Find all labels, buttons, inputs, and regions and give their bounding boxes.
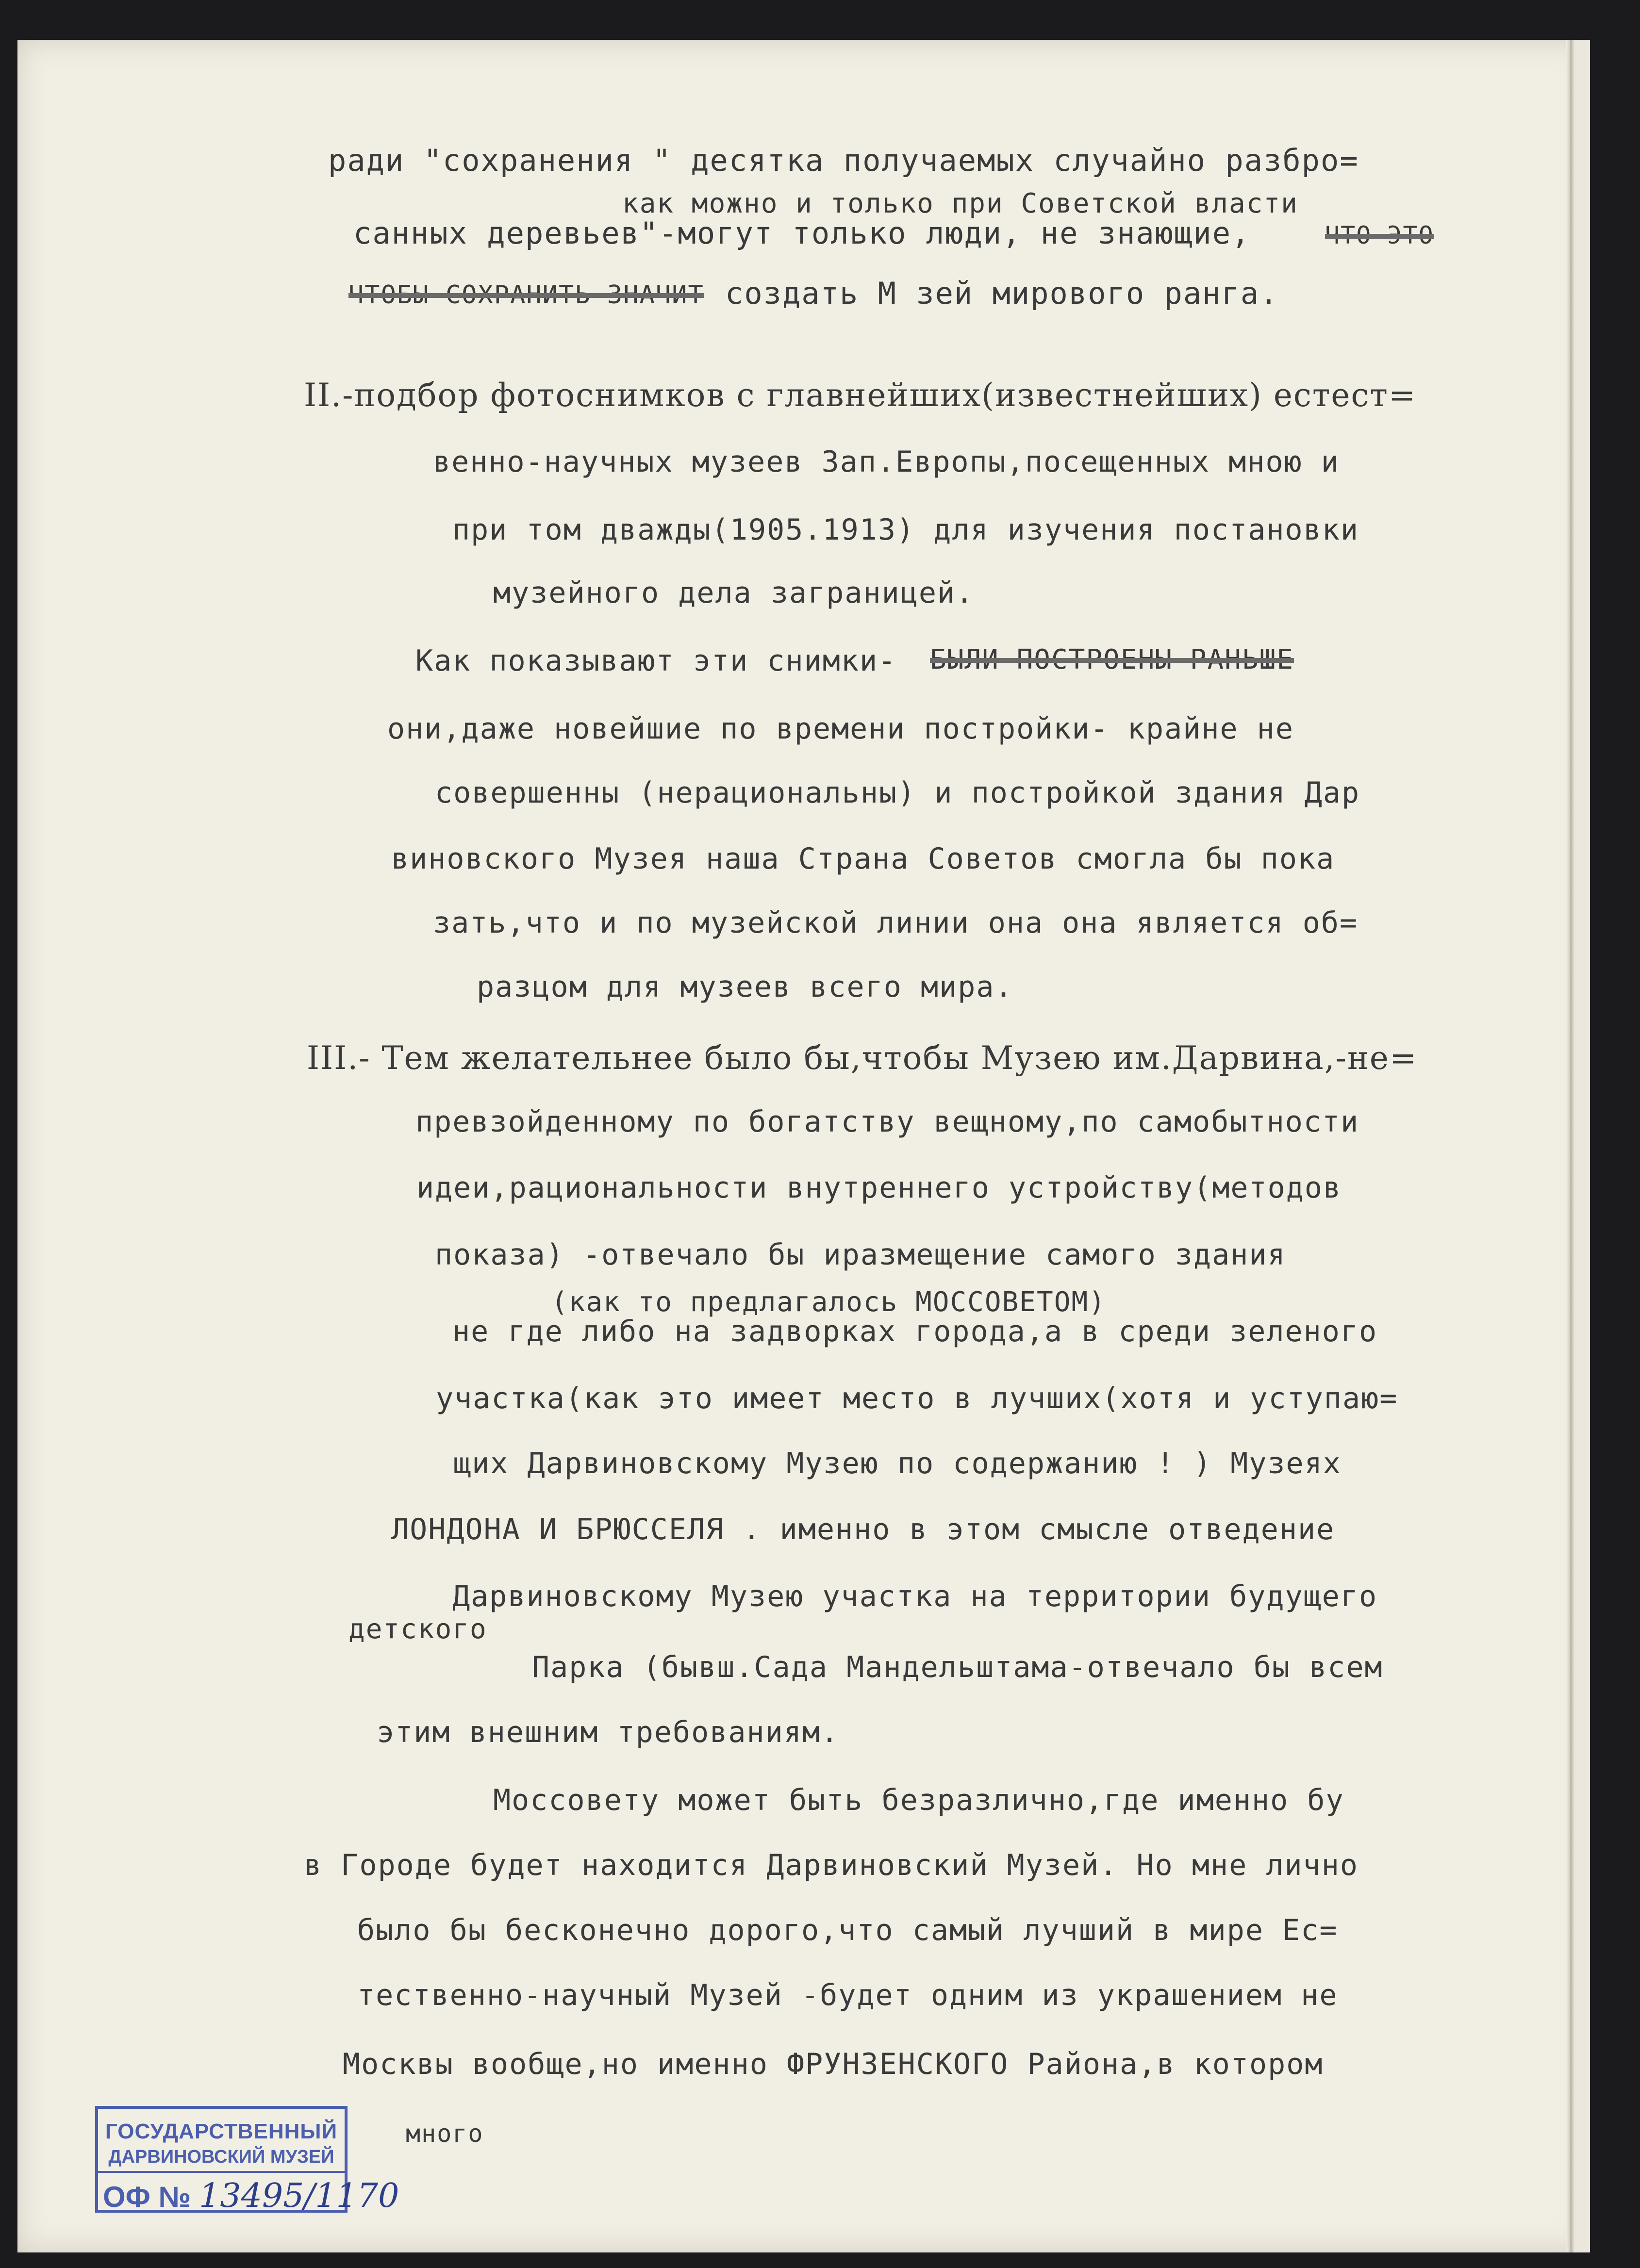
text-line-15: III.- Тем желательнее было бы,чтобы Музею им.Дарвина,-не= xyxy=(307,1039,1418,1077)
text-line-19: (как то предлагалось МОССОВЕТОМ) xyxy=(551,1286,1106,1318)
text-line-16: превзойденному по богатству вещному,по самобытности xyxy=(415,1105,1359,1139)
stamp-number-line xyxy=(103,2177,399,2215)
next-page-edge xyxy=(1574,40,1590,2252)
text-line-12: виновского Музея наша Страна Советов смогла бы пока xyxy=(391,842,1335,876)
struck-fragment-2: ЧТОБЫ СОХРАНИТЬ ЗНАЧИТ xyxy=(348,280,704,310)
text-line-30: было бы бесконечно дорого,что самый лучший в мире Ес= xyxy=(357,1913,1338,1947)
text-line-5: II.-подбор фотоснимков с главнейших(известнейших) естест= xyxy=(304,377,1417,414)
text-line-13: зать,что и по музейской линии она она является об= xyxy=(433,906,1358,940)
stamp-divider xyxy=(98,2171,345,2173)
document-page xyxy=(17,40,1590,2252)
text-line-31: тественно-научный Музей -будет одним из украшением не xyxy=(357,1978,1338,2012)
text-line-29: в Городе будет находится Дарвиновский Музей. Но мне лично xyxy=(304,1848,1359,1882)
text-line-33: много xyxy=(406,2120,484,2148)
text-line-10: они,даже новейшие по времени постройки- крайне не xyxy=(387,712,1294,746)
text-line-8: музейного дела заграницей. xyxy=(493,576,975,610)
text-line-25: детского xyxy=(348,1613,487,1645)
stamp-subtitle: ДАРВИНОВСКИЙ МУЗЕЙ xyxy=(108,2147,334,2167)
text-line-20: не где либо на задворках города,а в среди зеленого xyxy=(452,1315,1378,1348)
museum-inventory-stamp xyxy=(95,2106,399,2215)
text-line-6: венно-научных музеев Зап.Европы,посещенных мною и xyxy=(433,445,1340,479)
struck-fragment-3: БЫЛИ ПОСТРОЕНЫ РАНЬШЕ xyxy=(930,644,1294,675)
text-line-11: совершенны (нерациональны) и постройкой здания Дар xyxy=(435,776,1360,810)
text-line-18: показа) -отвечало бы иразмещение самого здания xyxy=(435,1238,1286,1272)
stamp-handwritten-number: 13495/1170 xyxy=(199,2177,399,2215)
text-line-17: идеи,рациональности внутреннего устройству(методов xyxy=(416,1171,1342,1205)
text-line-21: участка(как это имеет место в лучших(хотя и уступаю= xyxy=(436,1381,1398,1415)
text-line-32: Москвы вообще,но именно ФРУНЗЕНСКОГО Района,в котором xyxy=(343,2047,1324,2081)
text-line-4: создать М зей мирового ранга. xyxy=(725,276,1279,311)
text-line-1: ради "сохранения " десятка получаемых случайно разбро= xyxy=(328,143,1359,178)
page-fold xyxy=(1566,40,1574,2252)
text-line-2: как можно и только при Советской власти xyxy=(622,188,1298,219)
text-line-3: санных деревьев"-могут только люди, не знающие, xyxy=(353,215,1251,251)
text-line-24: Дарвиновскому Музею участка на территории будущего xyxy=(452,1579,1378,1613)
text-line-14: разцом для музеев всего мира. xyxy=(477,970,1013,1004)
text-line-27: этим внешним требованиям. xyxy=(377,1715,840,1749)
stamp-prefix: ОФ № xyxy=(103,2181,191,2213)
text-line-9: Как показывают эти снимки- xyxy=(415,644,897,678)
stamp-title: ГОСУДАРСТВЕННЫЙ xyxy=(105,2120,338,2143)
text-line-26: Парка (бывш.Сада Мандельштама-отвечало бы всем xyxy=(532,1650,1383,1684)
text-line-22: щих Дарвиновскому Музею по содержанию ! ) Музеях xyxy=(453,1446,1342,1480)
struck-fragment-1: ЧТО ЭТО xyxy=(1325,221,1434,249)
text-line-7: при том дважды(1905.1913) для изучения постановки xyxy=(452,513,1359,547)
text-line-23: ЛОНДОНА И БРЮССЕЛЯ . именно в этом смысле отведение xyxy=(391,1512,1335,1546)
text-line-28: Моссовету может быть безразлично,где именно бу xyxy=(493,1783,1344,1817)
